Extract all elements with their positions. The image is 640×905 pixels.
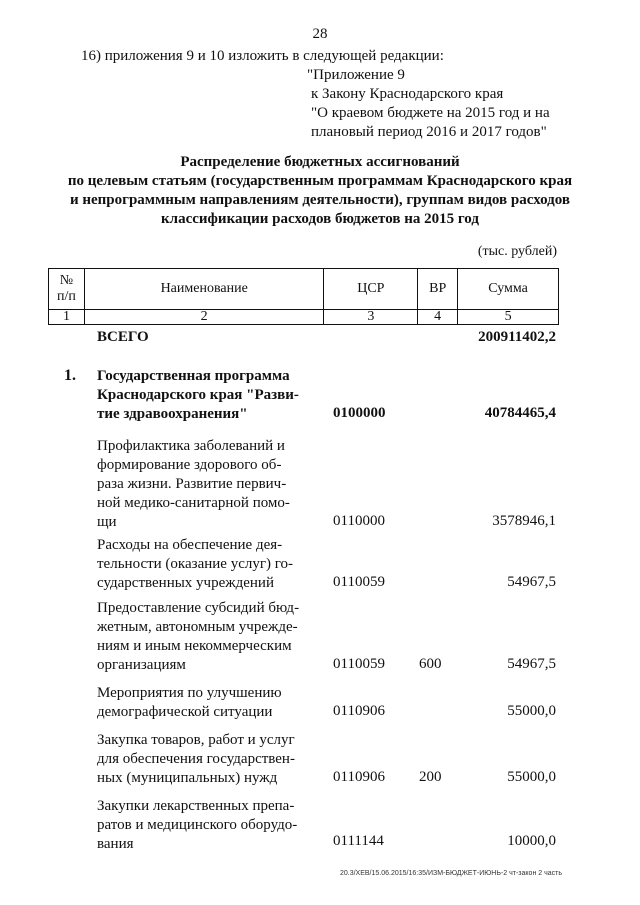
- appendix-line-1: "Приложение 9: [307, 67, 405, 83]
- row-1-name-line: тие здравоохранения": [97, 406, 248, 422]
- appendix-line-2: к Закону Краснодарского края: [311, 86, 504, 102]
- table-header: [48, 268, 559, 325]
- row-3-csr: 0110059: [333, 574, 385, 590]
- header-num-line-2: п/п: [57, 289, 76, 304]
- col-number-4: 4: [418, 310, 458, 325]
- appendix-line-3: "О краевом бюджете на 2015 год и на: [311, 105, 550, 121]
- appendix-line-4: плановый период 2016 и 2017 годов": [311, 124, 547, 140]
- row-4-name: [97, 599, 307, 675]
- title-line-3: и непрограммным направлениям деятельности), группам видов расходов: [69, 192, 571, 208]
- row-3-sum: 54967,5: [507, 574, 556, 590]
- row-5-name-line: демографической ситуации: [97, 704, 273, 720]
- row-7-name: [97, 797, 307, 854]
- row-2-name-line: раза жизни. Развитие первич-: [97, 476, 287, 492]
- row-6-vr: 200: [419, 769, 442, 785]
- row-7-name-line: вания: [97, 836, 134, 852]
- header-csr: ЦСР: [324, 269, 418, 310]
- row-4-name-line: ниям и иным некоммерческим: [97, 638, 292, 654]
- col-number-3: 3: [324, 310, 418, 325]
- row-6-csr: 0110906: [333, 769, 385, 785]
- total-label: ВСЕГО: [97, 329, 149, 345]
- row-1-name: [97, 367, 307, 424]
- row-2-name-line: Профилактика заболеваний и: [97, 438, 285, 454]
- row-6-name-line: для обеспечения государствен-: [97, 751, 295, 767]
- row-5-name-line: Мероприятия по улучшению: [97, 685, 282, 701]
- row-2-name-line: формирование здорового об-: [97, 457, 282, 473]
- row-4-sum: 54967,5: [507, 656, 556, 672]
- header-num: [49, 269, 85, 310]
- row-4-name-line: жетным, автономным учрежде-: [97, 619, 298, 635]
- col-number-1: 1: [49, 310, 85, 325]
- row-7-name-line: ратов и медицинского оборудо-: [97, 817, 298, 833]
- header-num-line-1: №: [59, 273, 74, 288]
- row-2-sum: 3578946,1: [492, 513, 556, 529]
- row-3-name-line: сударственных учреждений: [97, 575, 274, 591]
- col-number-2: 2: [84, 310, 324, 325]
- row-6-sum: 55000,0: [507, 769, 556, 785]
- row-7-name-line: Закупки лекарственных препа-: [97, 798, 295, 814]
- row-2-name-line: щи: [97, 514, 117, 530]
- row-5-sum: 55000,0: [507, 703, 556, 719]
- row-6-name-line: Закупка товаров, работ и услуг: [97, 732, 295, 748]
- appendix-header: [307, 66, 550, 142]
- row-2-name: [97, 437, 307, 532]
- row-4-name-line: Предоставление субсидий бюд-: [97, 600, 300, 616]
- title-line-2: по целевым статьям (государственным программам Краснодарского края: [67, 173, 573, 189]
- row-1-sum: 40784465,4: [484, 405, 556, 421]
- row-3-name-line: тельности (оказание услуг) го-: [97, 556, 294, 572]
- row-3-name-line: Расходы на обеспечение дея-: [97, 537, 283, 553]
- row-2-name-line: ной медико-санитарной помо-: [97, 495, 290, 511]
- intro-text: 16) приложения 9 и 10 изложить в следующей редакции:: [81, 48, 444, 64]
- row-1-name-line: Краснодарского края "Разви-: [97, 387, 299, 403]
- total-sum: 200911402,2: [478, 329, 556, 345]
- row-2-csr: 0110000: [333, 513, 385, 529]
- units-label: (тыс. рублей): [477, 244, 557, 259]
- footer-file-stamp: 20.3/XEB/15.06.2015/16:35/ИЗМ-БЮДЖЕТ-ИЮНЬ-2 чт-закон 2 часть: [339, 870, 562, 877]
- row-5-csr: 0110906: [333, 703, 385, 719]
- row-3-name: [97, 536, 307, 593]
- row-1-number: 1.: [64, 367, 76, 384]
- row-6-name: [97, 731, 307, 788]
- row-7-csr: 0111144: [333, 833, 384, 849]
- row-7-sum: 10000,0: [507, 833, 556, 849]
- row-4-csr: 0110059: [333, 656, 385, 672]
- header-name: Наименование: [84, 269, 324, 310]
- row-6-name-line: ных (муниципальных) нужд: [97, 770, 278, 786]
- page-number: 28: [312, 26, 328, 42]
- row-1-csr: 0100000: [333, 405, 386, 421]
- title-line-1: Распределение бюджетных ассигнований: [180, 154, 460, 170]
- row-4-vr: 600: [419, 656, 442, 672]
- row-5-name: [97, 684, 307, 722]
- header-sum: Сумма: [458, 269, 559, 310]
- row-1-name-line: Государственная программа: [97, 368, 290, 384]
- header-vr: ВР: [418, 269, 458, 310]
- col-number-5: 5: [458, 310, 559, 325]
- document-title: [50, 153, 590, 229]
- row-4-name-line: организациям: [97, 657, 186, 673]
- title-line-4: классификации расходов бюджетов на 2015 год: [161, 211, 479, 227]
